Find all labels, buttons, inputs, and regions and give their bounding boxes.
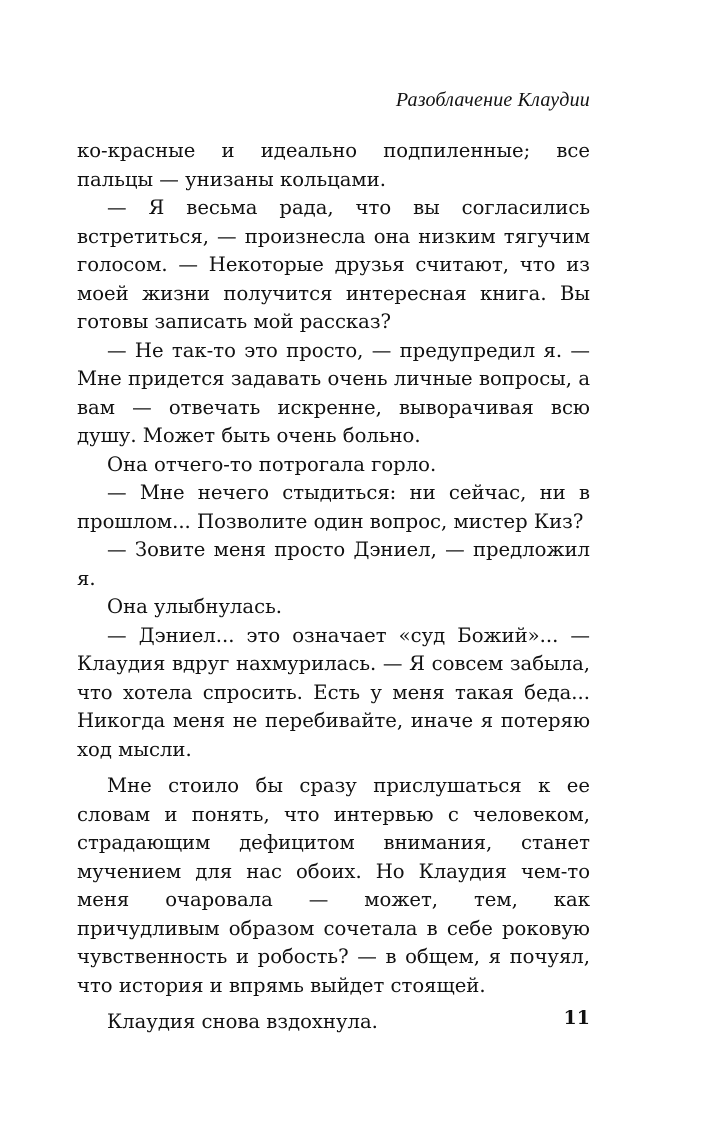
- page-number: 11: [563, 1007, 590, 1029]
- paragraph: — Я весьма рада, что вы согласились встретиться, — произнесла она низким тягучим голосом. — Некоторые друзья считают, что из моей жизни получится интересная книга. Вы готовы записать мой рассказ?: [77, 196, 590, 333]
- paragraph: Она улыбнулась.: [107, 595, 282, 618]
- paragraph: — Зовите меня просто Дэниел, — предложил я.: [77, 538, 590, 590]
- paragraph: — Не так-то это просто, — предупредил я. — Мне придется задавать очень личные вопросы, а вам — отвечать искренне, выворачивая всю душу. Может быть очень больно.: [77, 338, 590, 447]
- paragraph: Мне стоило бы сразу прислушаться к ее словам и понять, что интервью с человеком, страдающим дефицитом внимания, станет мучением для нас обоих. Но Клаудия чем-то меня очаровала — может, тем, как причудливым образом сочетала в себе роковую чувственность и робость? — в общем, я почуял, что история и впрямь выйдет стоящей.: [77, 774, 590, 997]
- paragraph: — Дэниел... это означает «суд Божий»... — Клаудия вдруг нахмурилась. — Я совсем забыла, что хотела спросить. Есть у меня такая беда... Никогда меня не перебивайте, иначе я потеряю ход мысли.: [77, 623, 590, 761]
- paragraph: Клаудия снова вздохнула.: [107, 1010, 378, 1033]
- body-text: [77, 137, 590, 1037]
- running-head: Разоблачение Клаудии: [395, 89, 590, 111]
- paragraph: — Мне нечего стыдиться: ни сейчас, ни в прошлом... Позволите один вопрос, мистер Киз?: [77, 481, 590, 533]
- paragraph-continued: ко-красные и идеально подпиленные; все пальцы — унизаны кольцами.: [77, 139, 590, 191]
- paragraph: Она отчего-то потрогала горло.: [107, 452, 437, 476]
